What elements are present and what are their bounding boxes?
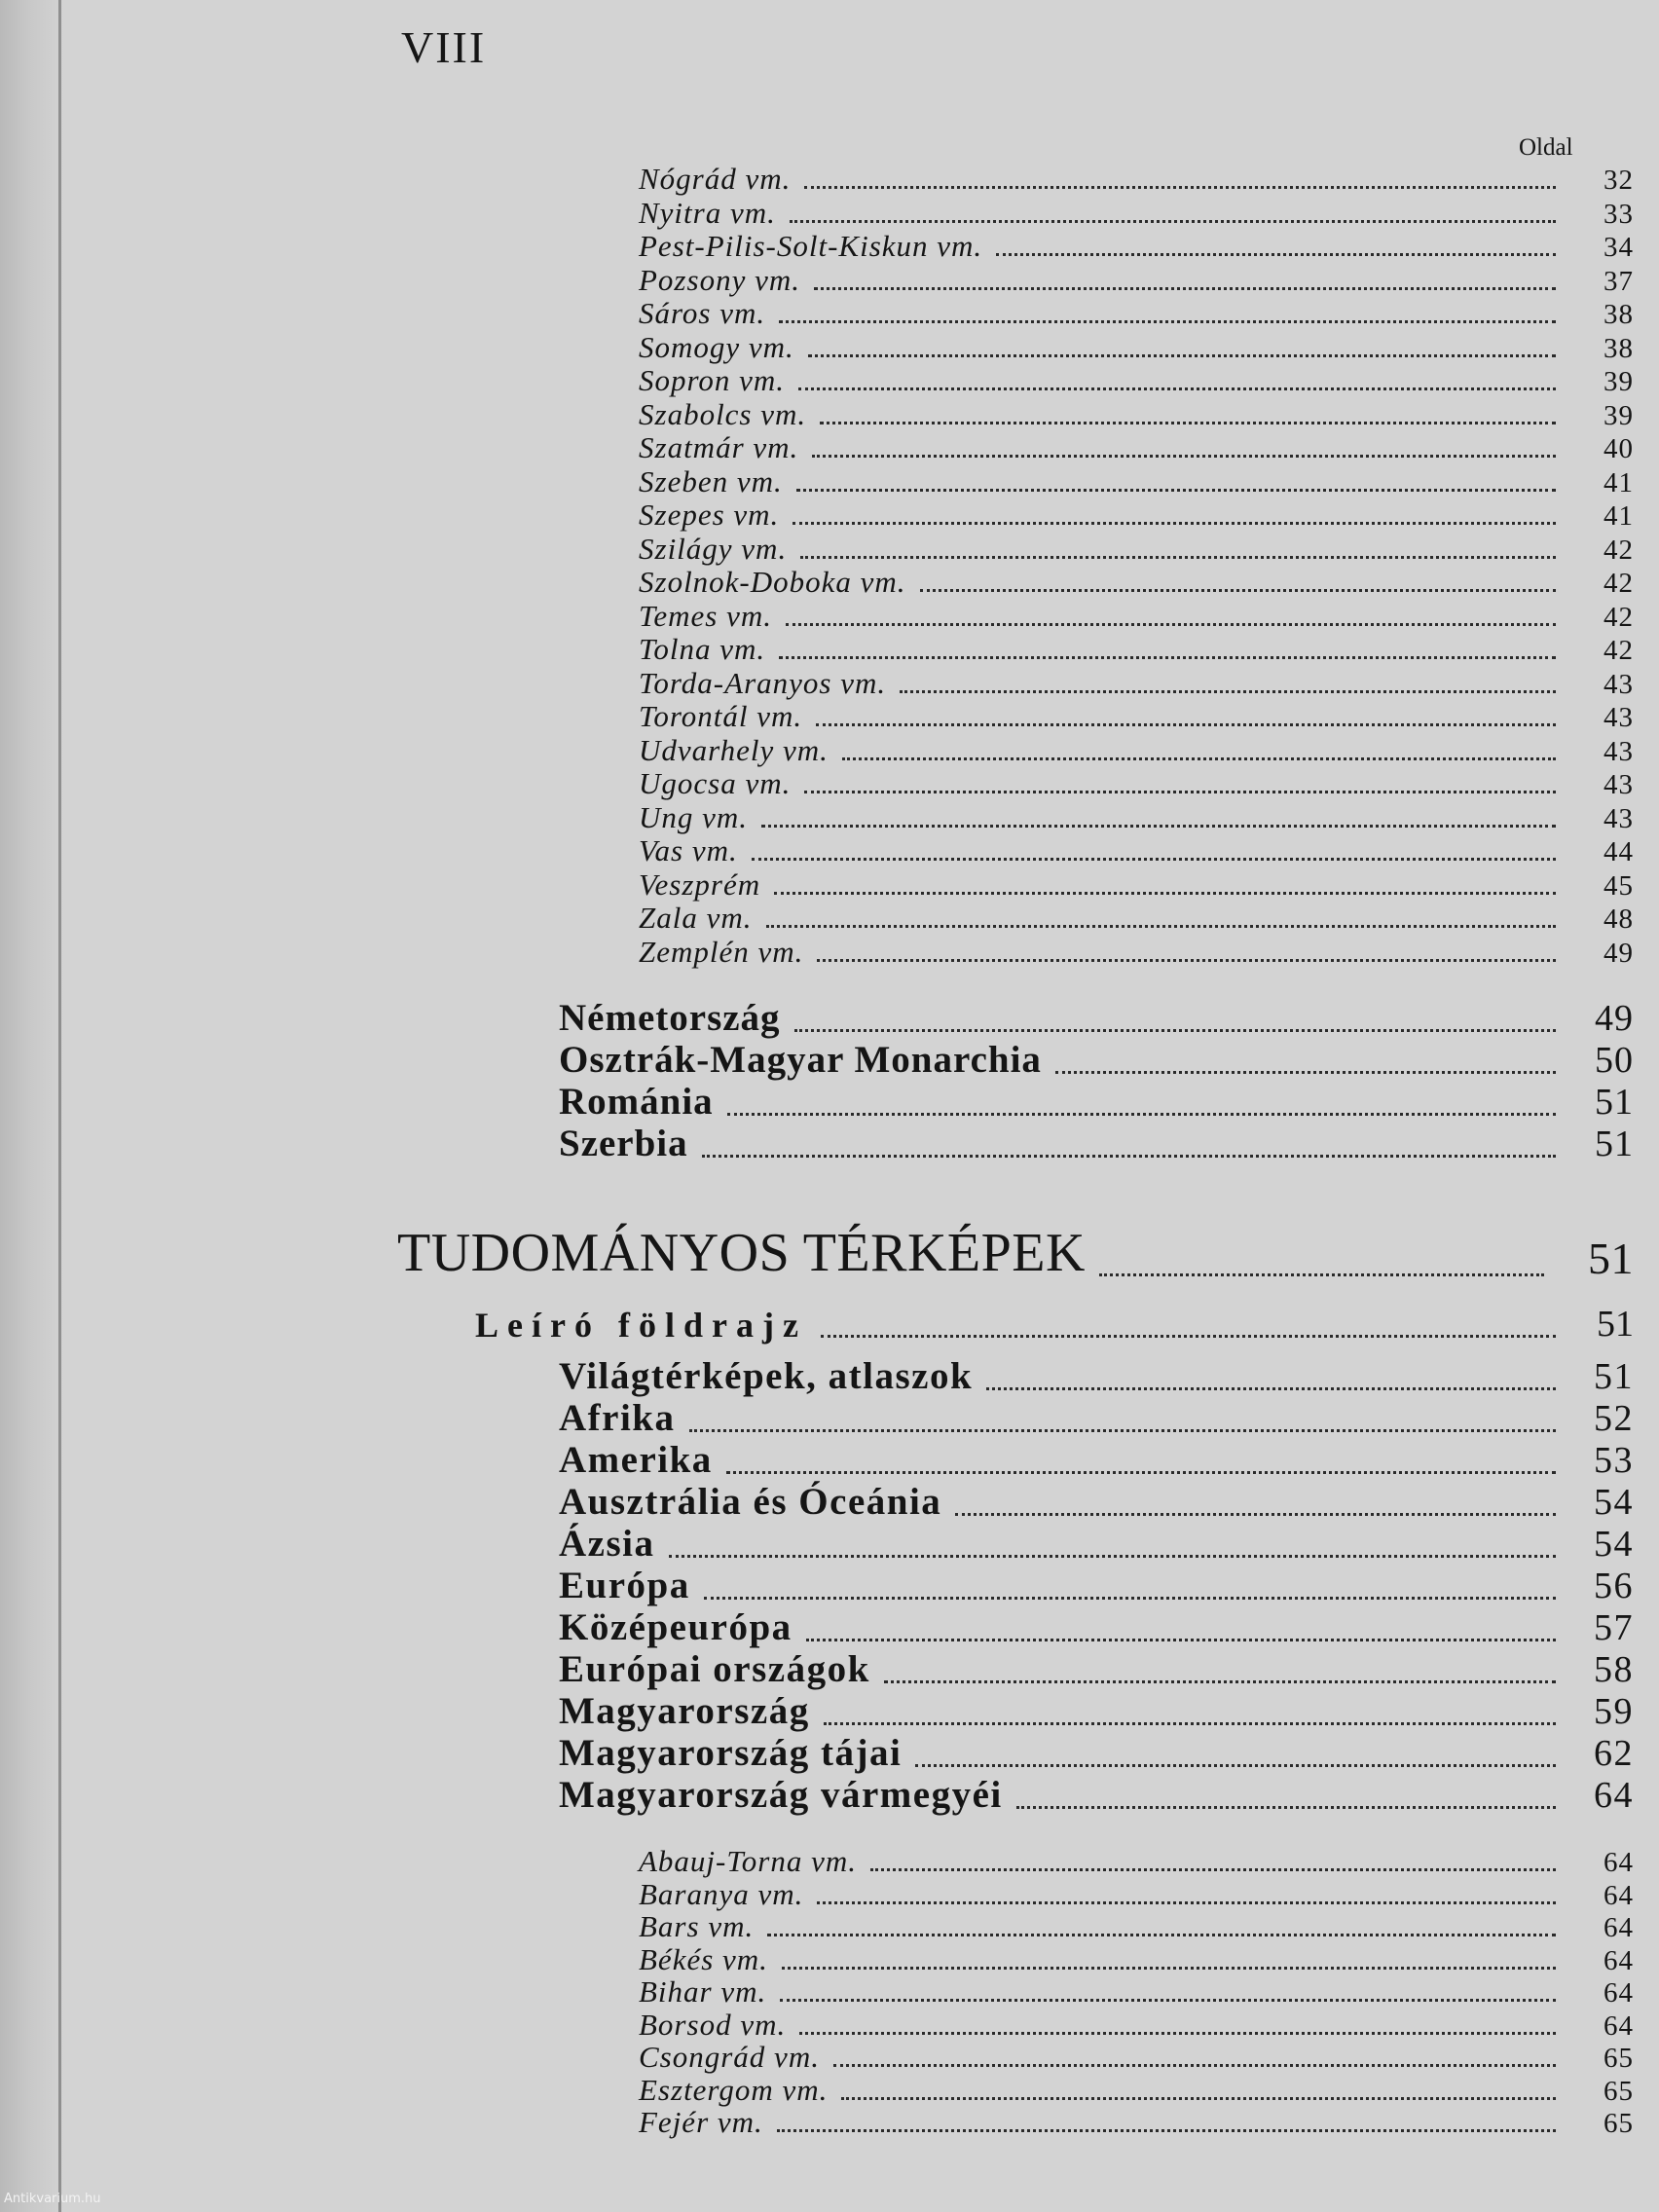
county-entry-title: Csongrád vm. — [639, 2040, 820, 2074]
county-entry — [639, 531, 1634, 567]
county-entry-title: Szatmár vm. — [639, 430, 799, 464]
country-entry — [559, 997, 1634, 1040]
county-entry-page: 43 — [1604, 702, 1634, 733]
dot-leader — [766, 925, 1557, 928]
county-entry — [639, 2072, 1634, 2108]
page-column-label: Oldal — [1519, 134, 1573, 161]
binding-edge-line — [58, 0, 61, 2212]
region-entry — [559, 1692, 1634, 1733]
region-entry-title: Ausztrália és Óceánia — [559, 1481, 942, 1523]
county-entry-page: 44 — [1604, 836, 1634, 867]
subsection-heading-title: Leíró földrajz — [475, 1306, 807, 1345]
county-entry-page: 64 — [1604, 1977, 1634, 2009]
dot-leader — [841, 2097, 1556, 2100]
county-entry-page: 64 — [1604, 2009, 1634, 2042]
dot-leader — [780, 1999, 1556, 2002]
region-entry — [559, 1399, 1634, 1440]
county-entry — [639, 732, 1634, 768]
county-entry-title: Ung vm. — [639, 799, 749, 834]
county-entry-title: Torda-Aranyos vm. — [639, 665, 887, 700]
section-heading-title: TUDOMÁNYOS TÉRKÉPEK — [397, 1223, 1086, 1283]
page-binding-shadow — [0, 0, 64, 2212]
region-entry-page: 57 — [1594, 1607, 1634, 1648]
county-entry — [639, 2042, 1634, 2075]
region-entry — [559, 1567, 1634, 1607]
county-entry-title: Temes vm. — [639, 598, 773, 633]
county-entry — [639, 1846, 1634, 1879]
dot-leader — [704, 1597, 1556, 1600]
dot-leader — [955, 1513, 1556, 1516]
county-entry-title: Baranya vm. — [639, 1876, 804, 1911]
section-heading — [397, 1222, 1634, 1284]
region-entry-page: 53 — [1594, 1440, 1634, 1481]
region-entry-title: Amerika — [559, 1439, 713, 1481]
dot-leader — [752, 858, 1556, 861]
county-entry — [639, 1911, 1634, 1944]
dot-leader — [1055, 1071, 1556, 1074]
county-entry-page: 40 — [1604, 433, 1634, 464]
county-entry-title: Abauj-Torna vm. — [639, 1844, 857, 1878]
dot-leader — [794, 1029, 1556, 1032]
country-entry-title: Osztrák-Magyar Monarchia — [559, 1039, 1042, 1081]
dot-leader — [804, 791, 1556, 793]
county-entry — [639, 164, 1634, 197]
county-entry — [639, 665, 1634, 701]
dot-leader — [884, 1680, 1556, 1683]
dot-leader — [790, 220, 1556, 223]
region-entry-page: 51 — [1594, 1356, 1634, 1397]
dot-leader — [996, 253, 1556, 256]
county-entry-title: Esztergom vm. — [639, 2072, 829, 2107]
dot-leader — [870, 1868, 1556, 1871]
county-entry-title: Somogy vm. — [639, 329, 794, 364]
country-entry-page: 50 — [1595, 1040, 1634, 1081]
county-entry-title: Szolnok-Doboka vm. — [639, 565, 906, 599]
county-entry-title: Szabolcs vm. — [639, 396, 807, 431]
dot-leader — [761, 825, 1556, 828]
county-entry — [639, 866, 1634, 903]
country-entry — [559, 1123, 1634, 1165]
region-entry-title: Afrika — [559, 1397, 676, 1439]
subsection-heading-page: 51 — [1597, 1304, 1634, 1345]
county-entry-title: Sáros vm. — [639, 296, 766, 330]
region-entry-page: 54 — [1594, 1482, 1634, 1523]
county-entry-page: 43 — [1604, 735, 1634, 767]
county-entry — [639, 1941, 1634, 1977]
county-entry-title: Fejér vm. — [639, 2105, 763, 2139]
county-entry-page: 42 — [1604, 568, 1634, 599]
county-entry-page: 64 — [1604, 1944, 1634, 1976]
dot-leader — [808, 354, 1556, 357]
dot-leader — [1099, 1273, 1544, 1276]
county-entry-page: 38 — [1604, 299, 1634, 330]
dot-leader — [986, 1387, 1556, 1390]
county-entry-page: 37 — [1604, 265, 1634, 297]
county-entry-page: 64 — [1604, 1847, 1634, 1878]
dot-leader — [796, 489, 1556, 492]
county-entry — [639, 567, 1634, 600]
region-entry-page: 62 — [1594, 1733, 1634, 1774]
county-entry-title: Vas vm. — [639, 833, 738, 867]
county-entry-title: Torontál vm. — [639, 699, 803, 733]
region-entry — [559, 1483, 1634, 1524]
county-entry-page: 38 — [1604, 332, 1634, 364]
county-entry-title: Pozsony vm. — [639, 262, 800, 297]
county-entry-page: 64 — [1604, 1879, 1634, 1911]
dot-leader — [816, 723, 1556, 726]
region-entry-page: 56 — [1594, 1566, 1634, 1606]
dot-leader — [793, 522, 1556, 525]
dot-leader — [702, 1155, 1556, 1158]
county-entry-title: Zemplén vm. — [639, 934, 804, 969]
region-entry-title: Világtérképek, atlaszok — [559, 1355, 974, 1397]
dot-leader — [915, 1764, 1556, 1767]
county-entry — [639, 1876, 1634, 1912]
county-entry-title: Szeben vm. — [639, 463, 783, 498]
county-entry — [639, 432, 1634, 465]
county-entry-page: 43 — [1604, 769, 1634, 800]
dot-leader — [920, 589, 1556, 592]
county-entry-title: Ugocsa vm. — [639, 766, 792, 800]
region-entry-title: Magyarország vármegyéi — [559, 1774, 1003, 1816]
county-entry — [639, 298, 1634, 331]
county-entry-title: Szilágy vm. — [639, 531, 788, 566]
county-entry — [639, 598, 1634, 634]
county-entry-page: 33 — [1604, 198, 1634, 230]
county-entry — [639, 499, 1634, 533]
county-entry-page: 41 — [1604, 466, 1634, 498]
county-entry-page: 42 — [1604, 534, 1634, 566]
region-entry — [559, 1357, 1634, 1398]
dot-leader — [817, 959, 1556, 962]
region-entry-title: Magyarország tájai — [559, 1732, 903, 1774]
dot-leader — [782, 1967, 1556, 1970]
dot-leader — [814, 287, 1556, 290]
region-entry-title: Ázsia — [559, 1523, 655, 1565]
county-entry-page: 48 — [1604, 903, 1634, 935]
county-entry-page: 43 — [1604, 802, 1634, 834]
dot-leader — [806, 1639, 1556, 1641]
county-entry-page: 39 — [1604, 366, 1634, 397]
county-entry — [639, 768, 1634, 801]
county-entry — [639, 2107, 1634, 2140]
county-entry — [639, 2009, 1634, 2043]
county-entry-title: Nyitra vm. — [639, 195, 776, 230]
country-entry — [559, 1081, 1634, 1124]
region-entry-title: Középeurópa — [559, 1606, 793, 1648]
county-entry-title: Szepes vm. — [639, 498, 780, 532]
county-entry-page: 39 — [1604, 399, 1634, 431]
county-entry — [639, 262, 1634, 298]
dot-leader — [689, 1429, 1557, 1432]
dot-leader — [1016, 1806, 1556, 1809]
county-entry-title: Nógrád vm. — [639, 162, 792, 196]
county-entry — [639, 934, 1634, 970]
dot-leader — [820, 422, 1556, 424]
county-entry — [639, 1976, 1634, 2009]
country-entry-page: 51 — [1595, 1082, 1634, 1123]
region-entry-title: Európai országok — [559, 1648, 870, 1690]
dot-leader — [824, 1722, 1556, 1725]
country-entry — [559, 1039, 1634, 1082]
dot-leader — [821, 1335, 1556, 1338]
county-entry-page: 65 — [1604, 2108, 1634, 2139]
county-entry-page: 42 — [1604, 601, 1634, 633]
country-entry-title: Németország — [559, 997, 781, 1039]
county-entry-title: Tolna vm. — [639, 632, 766, 666]
country-entry-page: 49 — [1595, 998, 1634, 1039]
county-entry — [639, 799, 1634, 835]
dot-leader — [727, 1113, 1556, 1116]
county-entry — [639, 195, 1634, 231]
county-entry — [639, 701, 1634, 734]
dot-leader — [786, 623, 1556, 626]
county-entry-title: Borsod vm. — [639, 2007, 787, 2042]
dot-leader — [833, 2064, 1556, 2067]
county-entry — [639, 463, 1634, 499]
county-entry — [639, 365, 1634, 398]
dot-leader — [799, 2032, 1556, 2035]
county-entry-title: Udvarhely vm. — [639, 732, 829, 767]
region-entry-page: 58 — [1594, 1649, 1634, 1690]
county-entry-page: 43 — [1604, 668, 1634, 700]
dot-leader — [812, 455, 1556, 458]
dot-leader — [842, 757, 1556, 760]
dot-leader — [726, 1471, 1556, 1474]
county-entry-page: 42 — [1604, 635, 1634, 666]
county-entry-page: 32 — [1604, 165, 1634, 196]
county-entry — [639, 231, 1634, 264]
dot-leader — [779, 320, 1556, 323]
dot-leader — [800, 556, 1556, 559]
region-entry-page: 64 — [1594, 1775, 1634, 1816]
county-entry — [639, 835, 1634, 868]
region-entry — [559, 1525, 1634, 1566]
county-entry-title: Bars vm. — [639, 1909, 755, 1943]
dot-leader — [900, 690, 1556, 693]
county-entry-title: Veszprém — [639, 866, 761, 902]
dot-leader — [774, 892, 1556, 895]
dot-leader — [804, 186, 1556, 189]
country-entry-title: Szerbia — [559, 1123, 688, 1164]
county-entry — [639, 396, 1634, 432]
county-entry-title: Sopron vm. — [639, 363, 786, 397]
county-entry-page: 41 — [1604, 500, 1634, 532]
region-entry — [559, 1608, 1634, 1649]
county-entry-page: 64 — [1604, 1912, 1634, 1943]
county-entry-page: 65 — [1604, 2043, 1634, 2074]
region-entry — [559, 1441, 1634, 1482]
dot-leader — [798, 387, 1556, 390]
region-entry-page: 52 — [1594, 1398, 1634, 1439]
region-entry — [559, 1650, 1634, 1691]
county-entry-title: Pest-Pilis-Solt-Kiskun vm. — [639, 229, 983, 263]
country-entry-page: 51 — [1595, 1124, 1634, 1164]
county-entry-page: 45 — [1604, 869, 1634, 902]
county-entry — [639, 903, 1634, 936]
county-entry-page: 49 — [1604, 937, 1634, 969]
watermark: Antikvarium.hu — [4, 2192, 101, 2206]
county-entry-title: Békés vm. — [639, 1941, 768, 1976]
country-entry-title: Románia — [559, 1081, 714, 1123]
county-entry-title: Zala vm. — [639, 901, 753, 935]
dot-leader — [767, 1934, 1556, 1936]
county-entry-page: 65 — [1604, 2075, 1634, 2107]
dot-leader — [669, 1555, 1557, 1558]
county-entry-title: Bihar vm. — [639, 1974, 767, 2009]
section-heading-page: 51 — [1588, 1234, 1634, 1283]
county-entry — [639, 634, 1634, 667]
region-entry — [559, 1734, 1634, 1775]
dot-leader — [779, 656, 1556, 659]
county-entry-page: 34 — [1604, 232, 1634, 263]
region-entry — [559, 1776, 1634, 1817]
region-entry-page: 54 — [1594, 1524, 1634, 1565]
region-entry-page: 59 — [1594, 1691, 1634, 1732]
subsection-heading — [475, 1303, 1634, 1346]
region-entry-title: Magyarország — [559, 1690, 810, 1732]
dot-leader — [817, 1901, 1556, 1904]
dot-leader — [777, 2129, 1556, 2132]
region-entry-title: Európa — [559, 1565, 690, 1606]
page-number: VIII — [401, 22, 487, 72]
county-entry — [639, 329, 1634, 365]
